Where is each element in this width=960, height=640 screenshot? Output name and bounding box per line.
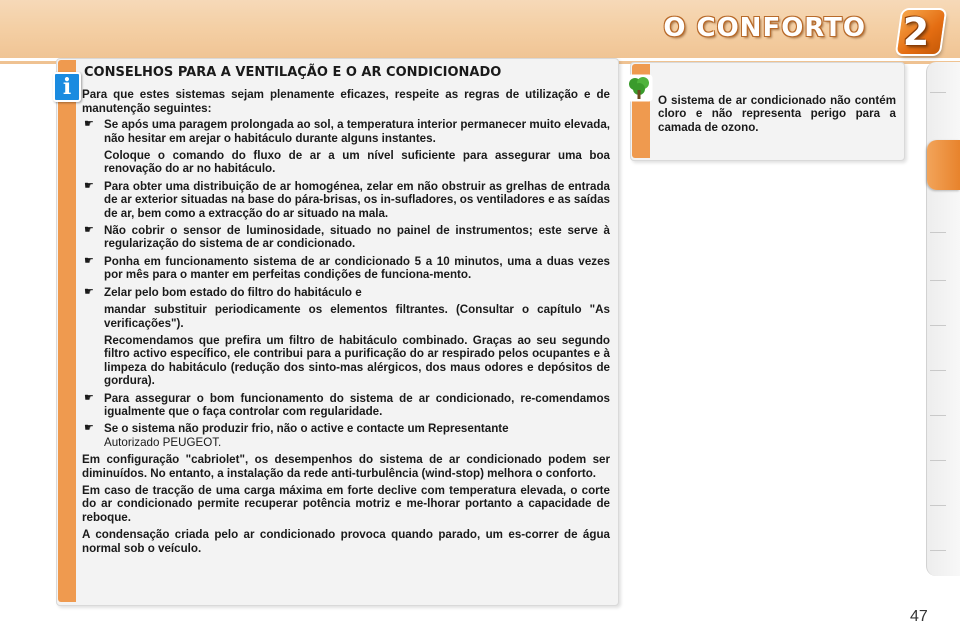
list-item: ☛ Para obter uma distribuição de ar homogénea, zelar em não obstruir as grelhas de entrada de ar exterior situadas na base do pára-brisas, os in-sufladores, os ventiladores e as saídas de ar, bem como a extracção do ar situado na mala. <box>84 179 610 220</box>
tab-divider <box>930 232 946 233</box>
section-title: CONSELHOS PARA A VENTILAÇÃO E O AR CONDICIONADO <box>84 65 502 80</box>
tab-divider <box>930 370 946 371</box>
list-item: ☛ Para assegurar o bom funcionamento do sistema de ar condicionado, re-comendamos igualmente que o faça controlar com regularidade. <box>84 391 610 418</box>
tab-divider <box>930 92 946 93</box>
list-item-continuation: mandar substituir periodicamente os elementos filtrantes. (Consultar o capítulo "As verificações"). <box>104 303 610 330</box>
pointing-hand-icon: ☛ <box>84 224 94 237</box>
tree-icon <box>625 74 653 102</box>
info-icon: i <box>53 72 81 102</box>
paragraph: Em configuração "cabriolet", os desempenhos do sistema de ar condicionado podem ser diminuídos. No entanto, a instalação da rede anti-turbulência (wind-stop) melhora o conforto. <box>82 453 610 480</box>
tab-divider <box>930 280 946 281</box>
pointing-hand-icon: ☛ <box>84 391 94 404</box>
pointing-hand-icon: ☛ <box>84 422 94 435</box>
tab-divider <box>930 460 946 461</box>
pointing-hand-icon: ☛ <box>84 118 94 131</box>
tab-divider <box>930 325 946 326</box>
tab-divider <box>930 505 946 506</box>
list-item: ☛ Ponha em funcionamento sistema de ar condicionado 5 a 10 minutos, uma a duas vezes por mês para o manter em perfeitas condições de funciona-mento. <box>84 254 610 282</box>
list-item: ☛ Não cobrir o sensor de luminosidade, situado no painel de instrumentos; este serve à regularização do sistema de ar condicionado. <box>84 224 610 251</box>
list-item: ☛ Se após uma paragem prolongada ao sol, a temperatura interior permanecer muito elevada, não hesitar em arejar o habitáculo durante alguns instantes. <box>84 118 610 145</box>
eco-note: O sistema de ar condicionado não contém cloro e não representa perigo para a camada de ozono. <box>658 94 896 134</box>
pointing-hand-icon: ☛ <box>84 254 94 267</box>
paragraph: Em caso de tracção de uma carga máxima em forte declive com temperatura elevada, o corte do ar condicionado permite recuperar potência motriz e me-lhorar portanto a capacidade de reboque. <box>82 483 610 524</box>
list-item-continuation: Recomendamos que prefira um filtro de habitáculo combinado. Graças ao seu segundo filtro activo específico, ele contribui para a purificação do ar respirado pelos ocupantes e à limpeza do habitáculo (redução dos sinto-mas alérgicos, dos maus odores e depósitos de gordura). <box>104 333 610 388</box>
advice-content <box>82 64 610 559</box>
tab-divider <box>930 550 946 551</box>
panel-accent-bar <box>58 60 76 602</box>
chapter-title: O CONFORTO <box>663 13 866 43</box>
intro-paragraph: Para que estes sistemas sejam plenamente eficazes, respeite as regras de utilização e de manutenção seguintes: <box>82 88 610 115</box>
brand-name: Autorizado PEUGEOT. <box>104 435 222 449</box>
page-number: 47 <box>910 608 928 625</box>
list-item: ☛ Zelar pelo bom estado do filtro do habitáculo e <box>84 285 362 299</box>
chapter-number: 2 <box>902 10 930 54</box>
chapter-tab-active[interactable] <box>927 140 960 190</box>
list-item: ☛ Se o sistema não produzir frio, não o active e contacte um Representante Autorizado PEUGEOT. <box>84 422 509 449</box>
pointing-hand-icon: ☛ <box>84 179 94 192</box>
tab-divider <box>930 415 946 416</box>
pointing-hand-icon: ☛ <box>84 285 94 298</box>
list-item-continuation: Coloque o comando do fluxo de ar a um nível suficiente para assegurar uma boa renovação do ar no habitáculo. <box>104 149 610 176</box>
paragraph: A condensação criada pelo ar condicionado provoca quando parado, um es-correr de água normal sob o veículo. <box>82 528 610 555</box>
